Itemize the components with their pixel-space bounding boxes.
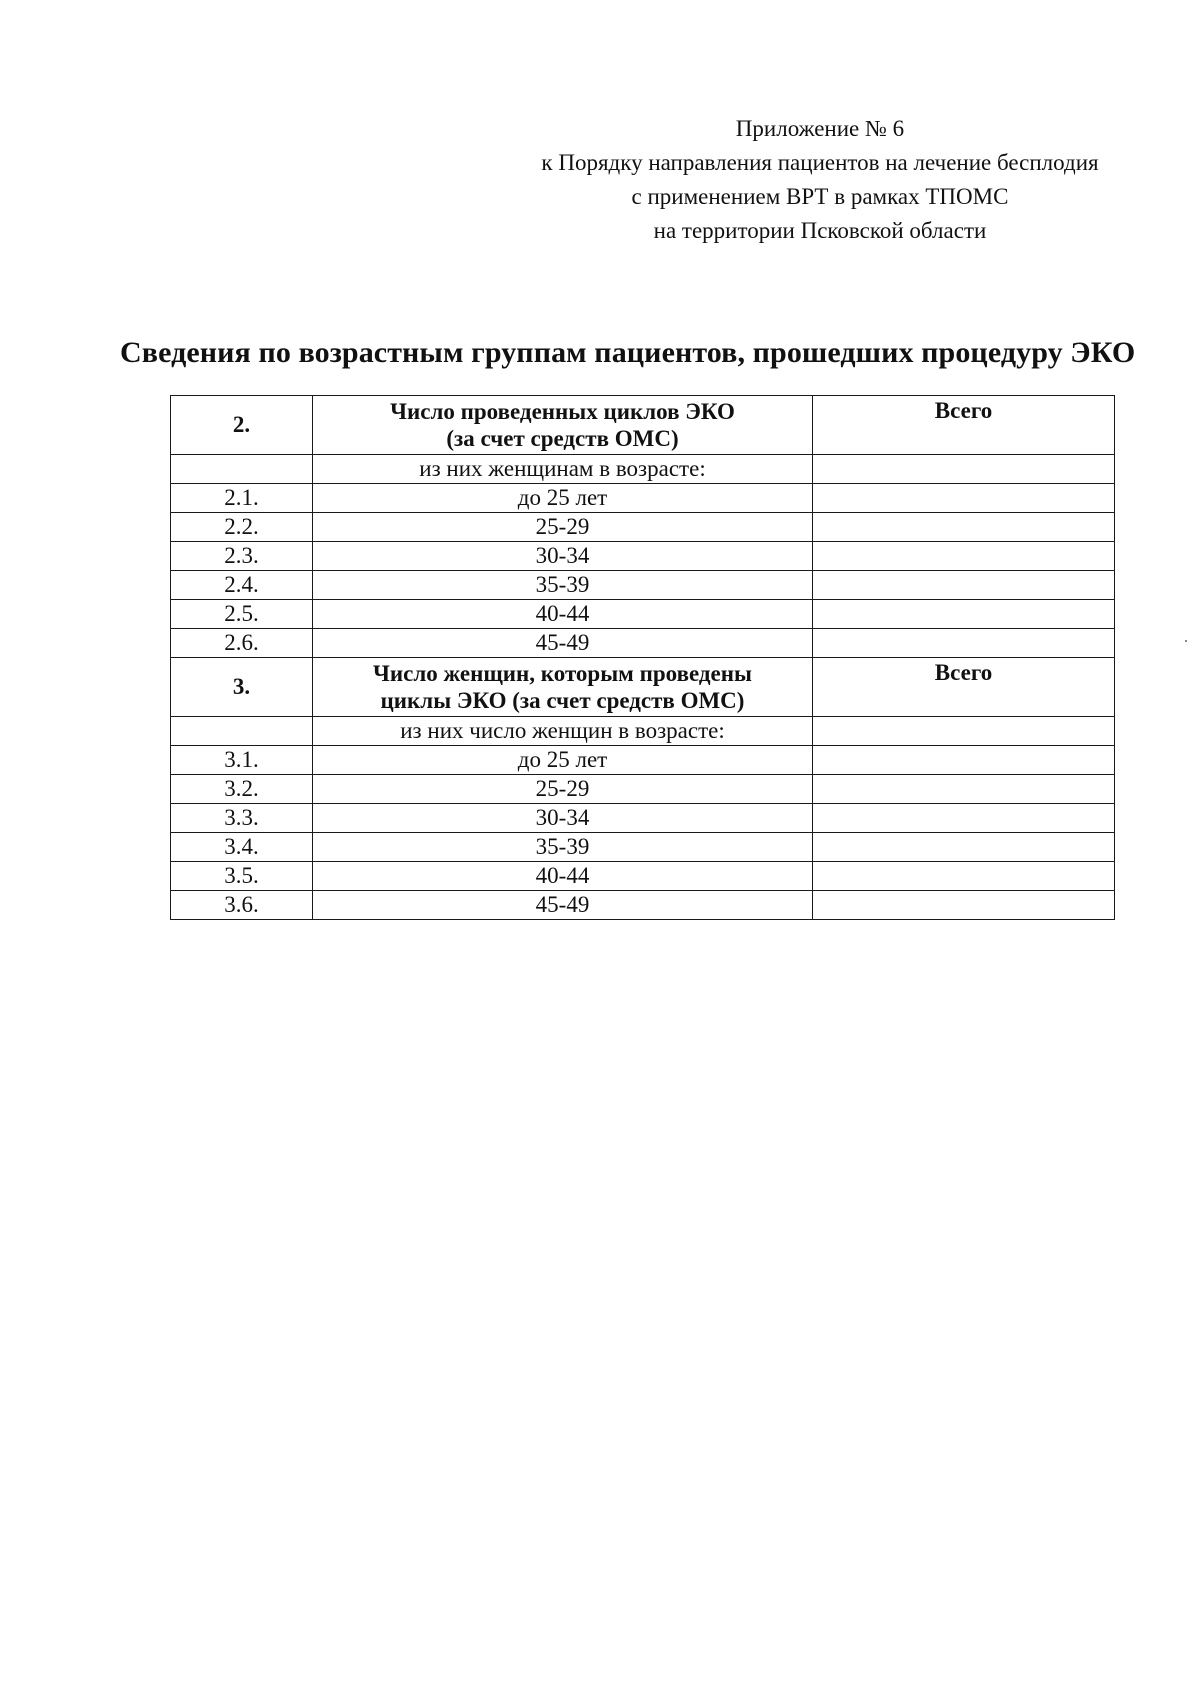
row-number: 3.1. [171,746,313,775]
appendix-header [520,112,1120,248]
section-2-label [313,396,813,455]
table-row [171,484,1115,513]
row-value [813,629,1115,658]
section-3-sub-value [813,717,1115,746]
section-2-label-line1: Число проведенных циклов ЭКО [390,399,735,424]
table-row [171,571,1115,600]
table-row [171,775,1115,804]
row-value [813,862,1115,891]
table-row [171,513,1115,542]
section-3-label-line1: Число женщин, которым проведены [373,661,752,686]
row-age-group: 35-39 [313,571,813,600]
section-2-sub-row [171,455,1115,484]
table-row [171,862,1115,891]
row-age-group: 45-49 [313,891,813,920]
section-3-label-line2: циклы ЭКО (за счет средств ОМС) [380,688,745,713]
row-number: 2.1. [171,484,313,513]
section-2-number: 2. [171,396,313,455]
row-value [813,833,1115,862]
scan-speck [1185,640,1187,642]
section-2-total: Всего [813,396,1115,455]
row-number: 3.3. [171,804,313,833]
row-number: 3.5. [171,862,313,891]
row-value [813,600,1115,629]
table-row [171,600,1115,629]
row-value [813,746,1115,775]
row-age-group: до 25 лет [313,746,813,775]
section-3-header-row [171,658,1115,717]
row-number: 3.2. [171,775,313,804]
section-3-sub-label: из них число женщин в возрасте: [313,717,813,746]
appendix-reference-line3: на территории Псковской области [653,218,987,243]
row-age-group: 30-34 [313,542,813,571]
appendix-reference-line2: с применением ВРТ в рамках ТПОМС [631,184,1009,209]
appendix-reference: к Порядку направления пациентов на лечение бесплодия [541,150,1099,175]
row-number: 2.5. [171,600,313,629]
row-age-group: 25-29 [313,775,813,804]
section-3-sub-row [171,717,1115,746]
table-row [171,804,1115,833]
section-2-sub-label: из них женщинам в возрасте: [313,455,813,484]
row-age-group: 45-49 [313,629,813,658]
row-age-group: 25-29 [313,513,813,542]
table-row [171,891,1115,920]
row-number: 2.3. [171,542,313,571]
section-3-total: Всего [813,658,1115,717]
row-number: 2.4. [171,571,313,600]
row-age-group: 35-39 [313,833,813,862]
row-number: 3.6. [171,891,313,920]
row-value [813,513,1115,542]
table-row [171,629,1115,658]
row-age-group: 40-44 [313,862,813,891]
section-3-label [313,658,813,717]
row-number: 2.2. [171,513,313,542]
age-groups-table [170,395,1115,920]
row-number: 2.6. [171,629,313,658]
row-value [813,484,1115,513]
row-value [813,775,1115,804]
appendix-number: Приложение № 6 [735,116,905,141]
table-row [171,746,1115,775]
section-2-sub-value [813,455,1115,484]
section-2-label-line2: (за счет средств ОМС) [446,426,679,451]
section-2-sub-num [171,455,313,484]
row-age-group: до 25 лет [313,484,813,513]
row-value [813,804,1115,833]
row-number: 3.4. [171,833,313,862]
table-row [171,833,1115,862]
section-3-sub-num [171,717,313,746]
row-age-group: 40-44 [313,600,813,629]
section-3-number: 3. [171,658,313,717]
section-2-header-row [171,396,1115,455]
row-value [813,542,1115,571]
row-value [813,571,1115,600]
document-title: Сведения по возрастным группам пациентов, прошедших процедуру ЭКО [120,336,1136,369]
table-row [171,542,1115,571]
row-value [813,891,1115,920]
row-age-group: 30-34 [313,804,813,833]
